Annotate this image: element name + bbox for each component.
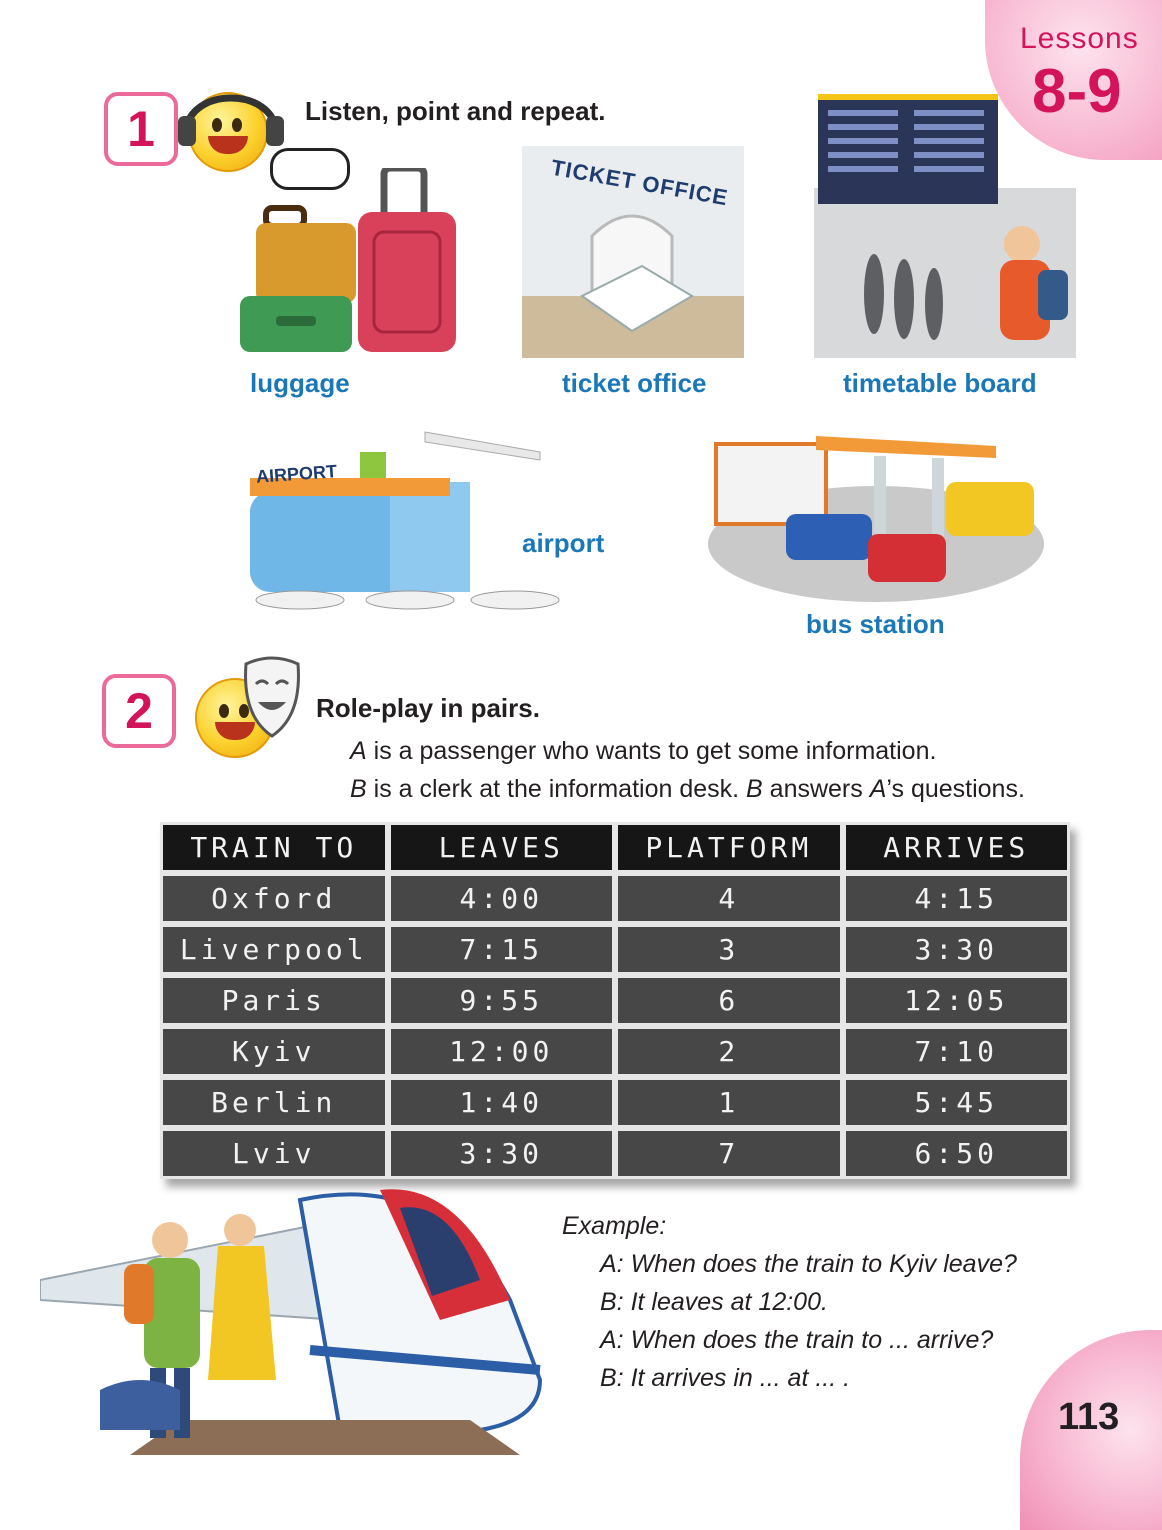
role-b-text-2: answers [762,775,870,803]
cell-destination: Lviv [160,1128,388,1179]
example-line-4: B: It arrives in ... at ... . [600,1364,851,1392]
role-a-text: is a passenger who wants to get some information. [366,737,937,765]
cell-platform: 3 [615,924,843,975]
cell-leaves: 12:00 [388,1026,616,1077]
cell-destination: Kyiv [160,1026,388,1077]
cell-platform: 6 [615,975,843,1026]
bus-station-illustration [706,424,1046,604]
role-a-description [350,737,936,766]
cell-arrives: 5:45 [843,1077,1071,1128]
cell-destination: Oxford [160,873,388,924]
cell-leaves: 3:30 [388,1128,616,1179]
exercise-1-number: 1 [104,92,178,166]
luggage-illustration [236,168,466,358]
example-line-2: B: It leaves at 12:00. [600,1288,828,1316]
caption-airport: airport [522,528,605,558]
cell-leaves: 7:15 [388,924,616,975]
cell-arrives: 4:15 [843,873,1071,924]
timetable-header-row [160,822,1070,873]
train-timetable [160,822,1070,1179]
cell-destination: Paris [160,975,388,1026]
role-b-description [350,775,1025,804]
cell-platform: 4 [615,873,843,924]
lesson-label: Lessons [1020,22,1139,55]
lesson-number: 8-9 [1032,57,1122,126]
cell-leaves: 9:55 [388,975,616,1026]
cell-platform: 7 [615,1128,843,1179]
table-row [160,1026,1070,1077]
airport-illustration [240,402,570,620]
caption-luggage: luggage [250,368,350,398]
exercise-1-instruction: Listen, point and repeat. [305,96,606,126]
example-line-1: A: When does the train to Kyiv leave? [600,1250,1017,1278]
cell-destination: Berlin [160,1077,388,1128]
cell-arrives: 12:05 [843,975,1071,1026]
cell-arrives: 6:50 [843,1128,1071,1179]
role-b-letter: B [350,775,367,803]
example-heading: Example: [562,1212,667,1240]
exercise-2-instruction: Role-play in pairs. [316,693,540,723]
table-row [160,1128,1070,1179]
train-platform-illustration [40,1180,550,1460]
timetable-board-illustration [814,94,1076,358]
caption-ticket-office: ticket office [562,368,707,398]
table-row [160,975,1070,1026]
role-a-letter-2: A [869,775,887,803]
example-line-3: A: When does the train to ... arrive? [600,1326,994,1354]
cell-leaves: 4:00 [388,873,616,924]
caption-bus-station: bus station [806,609,945,639]
cell-destination: Liverpool [160,924,388,975]
role-a-letter: A [350,737,367,765]
role-b-text: is a clerk at the information desk. [366,775,747,803]
airport-sign: AIRPORT [255,461,338,487]
ticket-office-sign: TICKET OFFICE [549,154,731,211]
cell-platform: 2 [615,1026,843,1077]
header-platform: PLATFORM [615,822,843,873]
cell-arrives: 3:30 [843,924,1071,975]
cell-arrives: 7:10 [843,1026,1071,1077]
header-leaves: LEAVES [388,822,616,873]
theatre-mask-icon [240,656,304,746]
caption-timetable-board: timetable board [843,368,1037,398]
table-row [160,873,1070,924]
header-arrives: ARRIVES [843,822,1071,873]
header-train-to: TRAIN TO [160,822,388,873]
cell-platform: 1 [615,1077,843,1128]
page-number: 113 [1058,1396,1120,1438]
cell-leaves: 1:40 [388,1077,616,1128]
table-row [160,1077,1070,1128]
exercise-2-number: 2 [102,674,176,748]
role-b-text-3: ’s questions. [886,775,1025,803]
role-b-letter-2: B [746,775,763,803]
table-row [160,924,1070,975]
headphones-icon [176,76,286,146]
